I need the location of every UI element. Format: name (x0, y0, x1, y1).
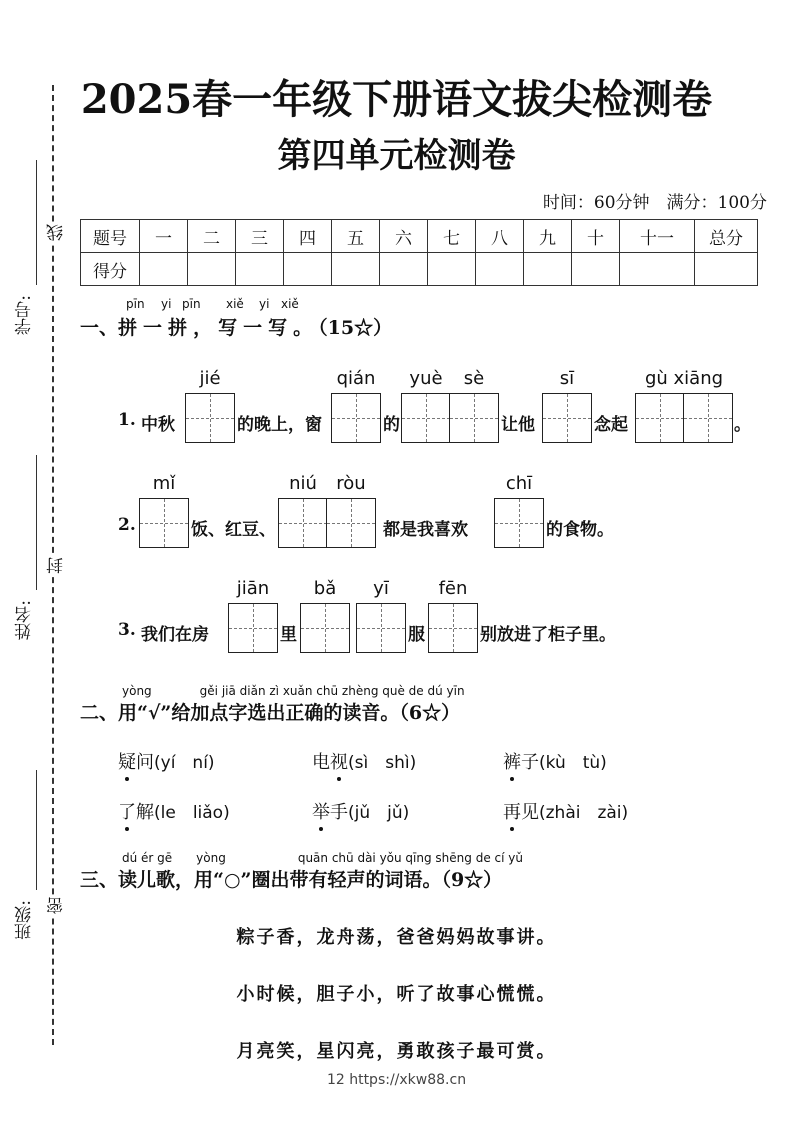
writing-box[interactable] (300, 603, 350, 653)
q1-pinyin: qián (336, 368, 376, 389)
q3-text: 服 (408, 625, 425, 645)
dotted-char: 疑 (118, 752, 136, 773)
score-table-col: 三 (236, 220, 284, 253)
score-table-col: 六 (380, 220, 428, 253)
score-table-header-row (81, 220, 758, 253)
q1-text: 中秋 (141, 415, 175, 435)
score-cell[interactable] (476, 253, 524, 286)
score-table-col: 十一 (620, 220, 695, 253)
q3-text: 里 (280, 625, 297, 645)
section3-pinyin: dú ér gē yòng quān chū dài yǒu qīng shēng de cí yǔ (122, 851, 523, 865)
reading-item: 了解(le liǎo) (118, 802, 230, 823)
score-cell[interactable] (620, 253, 695, 286)
writing-box[interactable] (139, 498, 189, 548)
dotted-char: 裤 (503, 752, 521, 773)
pinyin-options[interactable]: (yí ní) (154, 753, 215, 773)
q1-number: 1. (118, 410, 136, 430)
writing-box[interactable] (542, 393, 592, 443)
q1-text: 的 (383, 415, 400, 435)
class-blank[interactable] (36, 770, 37, 890)
q2-pinyin: chī (505, 473, 533, 494)
q2-number: 2. (118, 515, 136, 535)
q1-text: 的晚上，窗 (237, 415, 322, 435)
score-table-col: 八 (476, 220, 524, 253)
section2-heading: 二、用“√”给加点字选出正确的读音。（6☆） (80, 702, 461, 724)
section2-pinyin: yòng gěi jiā diǎn zì xuǎn chū zhèng què de dú yīn (122, 684, 465, 698)
section1-heading: 一、拼一拼，写一写。（15☆） (80, 317, 393, 339)
q1-text: 。 (734, 415, 751, 435)
q2-pinyin: mǐ (152, 473, 176, 494)
score-cell[interactable] (380, 253, 428, 286)
writing-box[interactable] (401, 393, 451, 443)
dotted-char: 了 (118, 802, 136, 823)
q1-pinyin: sī (559, 368, 575, 389)
score-table-col: 四 (284, 220, 332, 253)
seal-char-xian: 线 (44, 222, 69, 243)
score-table (80, 219, 758, 286)
q3-text: 别放进了柜子里。 (480, 625, 616, 645)
score-table-score-row (81, 253, 758, 286)
pinyin-options[interactable]: (sì shì) (348, 753, 417, 773)
writing-box[interactable] (428, 603, 478, 653)
page-footer: 12 https://xkw88.cn (326, 1072, 467, 1088)
poem-line[interactable]: 月亮笑，星闪亮，勇敢孩子最可赏。 (236, 1041, 557, 1062)
student-number-blank[interactable] (36, 160, 37, 285)
q1-pinyin: sè (463, 368, 485, 389)
pinyin-options[interactable]: (kù tù) (539, 753, 607, 773)
section3-heading: 三、读儿歌，用“○”圈出带有轻声的词语。（9☆） (80, 869, 503, 891)
score-table-col: 九 (524, 220, 572, 253)
score-cell[interactable] (428, 253, 476, 286)
score-table-col: 五 (332, 220, 380, 253)
score-table-col: 十 (572, 220, 620, 253)
poem-line[interactable]: 小时候，胆子小，听了故事心慌慌。 (236, 984, 557, 1005)
q2-text: 饭、红豆、 (191, 520, 276, 540)
writing-box[interactable] (449, 393, 499, 443)
score-cell[interactable] (572, 253, 620, 286)
writing-box[interactable] (185, 393, 235, 443)
reading-item: 电视(sì shì) (312, 752, 417, 773)
class-label: 班级: (15, 900, 35, 940)
reading-item: 举手(jǔ jǔ) (312, 802, 410, 823)
writing-box[interactable] (494, 498, 544, 548)
page-subtitle: 第四单元检测卷 (277, 136, 516, 176)
score-table-row-label: 题号 (81, 220, 140, 253)
time-score-info: 时间：60分钟 满分：100分 (542, 193, 767, 213)
q3-pinyin: yī (373, 578, 389, 599)
score-table-row-label: 得分 (81, 253, 140, 286)
writing-box[interactable] (278, 498, 328, 548)
writing-box[interactable] (228, 603, 278, 653)
writing-box[interactable] (326, 498, 376, 548)
seal-char-feng: 封 (44, 555, 69, 576)
q1-pinyin: gù xiāng (644, 368, 724, 389)
score-cell[interactable] (695, 253, 758, 286)
q1-text: 念起 (594, 415, 628, 435)
pinyin-options[interactable]: (le liǎo) (154, 803, 230, 823)
q1-pinyin: yuè (409, 368, 443, 389)
score-table-col: 二 (188, 220, 236, 253)
score-cell[interactable] (236, 253, 284, 286)
score-cell[interactable] (332, 253, 380, 286)
dotted-char: 举 (312, 802, 330, 823)
reading-item: 疑问(yí ní) (118, 752, 215, 773)
dotted-char: 视 (330, 752, 348, 773)
score-cell[interactable] (524, 253, 572, 286)
q2-pinyin: niú (289, 473, 317, 494)
pinyin-options[interactable]: (zhài zài) (539, 803, 629, 823)
writing-box[interactable] (356, 603, 406, 653)
student-name-blank[interactable] (36, 455, 37, 590)
seal-char-mi: 密 (44, 895, 69, 916)
q1-pinyin: jié (199, 368, 221, 389)
q3-pinyin: jiān (236, 578, 270, 599)
score-cell[interactable] (140, 253, 188, 286)
score-table-col: 总分 (695, 220, 758, 253)
student-number-label: 学号: (15, 295, 35, 335)
dotted-char: 再 (503, 802, 521, 823)
poem-line[interactable]: 粽子香，龙舟荡，爸爸妈妈故事讲。 (236, 927, 557, 948)
reading-item: 再见(zhài zài) (503, 802, 629, 823)
reading-item: 裤子(kù tù) (503, 752, 607, 773)
writing-box[interactable] (683, 393, 733, 443)
q3-text: 我们在房 (141, 625, 209, 645)
q3-pinyin: bǎ (313, 578, 337, 599)
writing-box[interactable] (635, 393, 685, 443)
score-table-col: 一 (140, 220, 188, 253)
q2-text: 的食物。 (546, 520, 614, 540)
score-table-col: 七 (428, 220, 476, 253)
q1-text: 让他 (501, 415, 535, 435)
q3-pinyin: fēn (438, 578, 468, 599)
q3-number: 3. (118, 620, 136, 640)
page-title: 2025春一年级下册语文拔尖检测卷 (80, 76, 713, 123)
score-cell[interactable] (188, 253, 236, 286)
student-name-label: 姓名: (15, 600, 35, 640)
writing-box[interactable] (331, 393, 381, 443)
score-cell[interactable] (284, 253, 332, 286)
pinyin-options[interactable]: (jǔ jǔ) (348, 803, 410, 823)
q2-text: 都是我喜欢 (383, 520, 468, 540)
q2-pinyin: ròu (336, 473, 366, 494)
